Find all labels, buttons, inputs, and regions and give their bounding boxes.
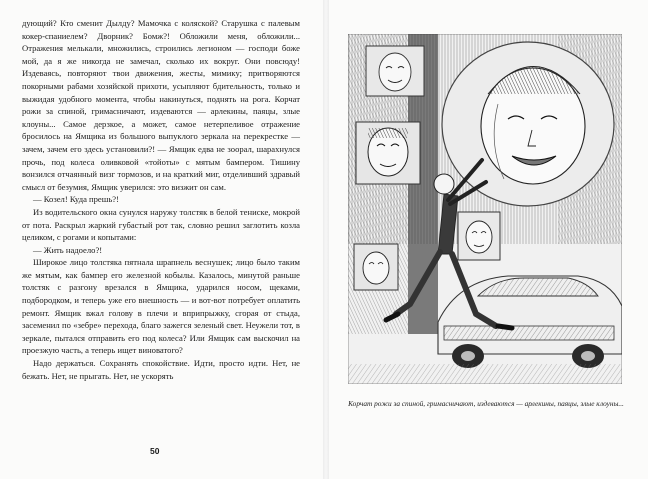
paragraph: — Жить надоело?! <box>33 244 103 255</box>
illustration-caption: Корчат рожи за спиной, гримасничают, издеваются — арлекины, паяцы, злые клоуны... <box>348 399 624 408</box>
mirror-face-large <box>442 42 614 206</box>
mirror-face-left <box>356 122 420 184</box>
book-gutter <box>323 0 329 479</box>
paragraph: Широкое лицо толстяка пятнала шрапнель веснушек; лицо было таким же мятым, как бампер его железной кобылы. Казалось, минутой раньше толстяк с разгону врезался в Ямщика, ударился носом, щеками, подбородком, и теперь уже его внешность — и вот-вот потребует оплатить ремонт. Ямщик вжал голову в плечи и вприпрыжку, сгорая от стыда, засеменил по «зебре» перехода, благо зажегся зеленый свет. Неужели тот, в зеркале, пытался отправить его под колеса? Или Ямщик сам выскочил на проезжую часть, а теперь ищет виноватого? <box>22 257 300 356</box>
mirror-face-center <box>458 212 500 260</box>
paragraph: дующий? Кто сменит Дылду? Мамочка с коляской? Старушка с палевым кокер-спаниелем? Дворник? Бомж?! Обложили меня, обложили... Отражения мелькали, множились, строились легионом — господи боже мой, да я же никогда не замечал, сколько их вокруг. Они повсюду! Издеваясь, повторяют твои движения, жесты, мимику; притворяются покорными рабами хозяйской прихоти, усыпляют бдительность, только и выжидая удобного момента, чтобы накинуться, поднять на рога. Корчат рожи за спиной, гримасничают, издеваются — арлекины, паяцы, злые клоуны... Самое дерзкое, а может, самое нетерпеливое отражение бросилось на Ямщика из большого выпуклого зеркала на перекрестке — зачем, зачем его здесь установили?! — Ямщик едва не зоорал, шарахнулся прочь, под колеса оливковой «тойоты» с мятым бампером. Тишину вонзился отчаянный визг тормозов, и на краткий миг, отделивший здравый смысл от безумия, Ямщик уверился: это визжит он сам. <box>22 18 300 192</box>
paragraph: — Козел! Куда прешь?! <box>33 194 119 205</box>
mirror-face-top-left <box>366 46 424 96</box>
page-number: 50 <box>150 446 160 456</box>
illustration <box>348 34 622 384</box>
mirror-face-lower-left <box>354 244 398 290</box>
paragraph: Из водительского окна сунулся наружу толстяк в белой тениске, мокрой от пота. Раскрыл жаркий губастый рот так, словно решил заглотить козла целиком, с рогами и копытами: <box>22 206 300 243</box>
paragraph: Надо держаться. Сохранять спокойствие. Идти, просто идти. Нет, не бежать. Нет, не прыгать. Нет, не ускорять <box>22 358 300 381</box>
left-page-text <box>22 17 300 382</box>
